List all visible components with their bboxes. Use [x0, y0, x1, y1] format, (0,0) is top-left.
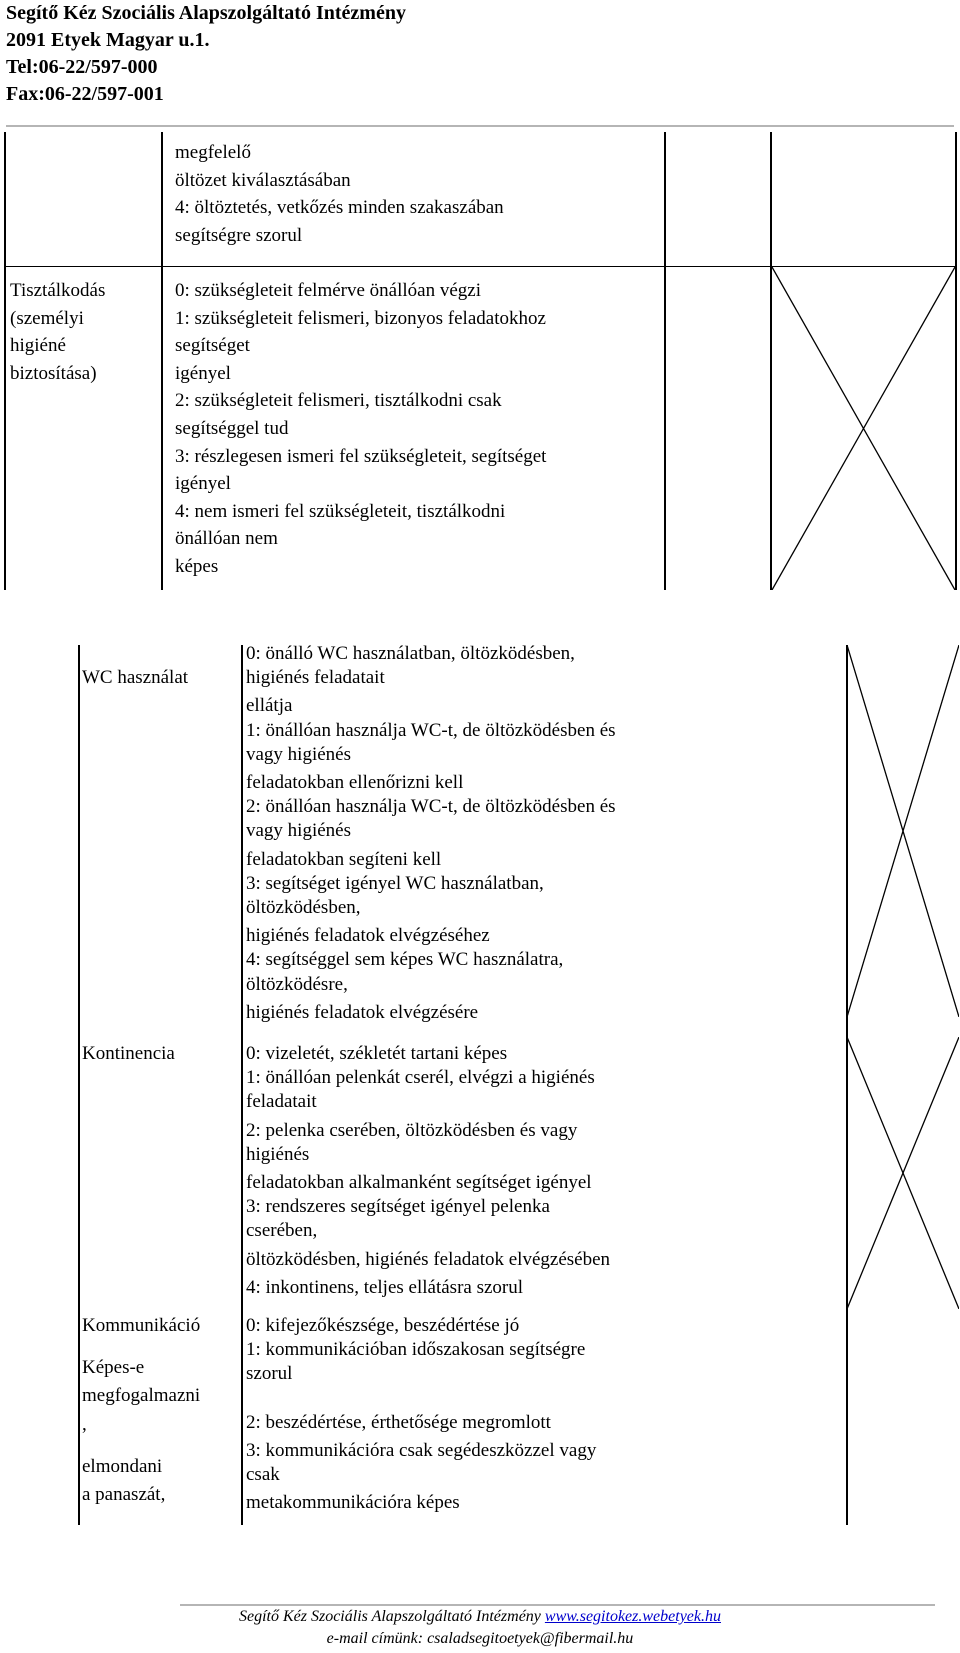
- row-options-tisztalkodas: 0: szükségleteit felmérve önállóan végzi 1: szükségleteit felismeri, bizonyos feladatokhoz segítséget igényel 2: szükségleteit felismeri, tisztálkodni csak segítséggel tud 3: részlegesen ismeri fel szükségleteit, segítséget igényel 4: nem ismeri fel szükségleteit, tisztálkodni önállóan nem képes: [175, 280, 547, 577]
- table-border: [664, 132, 666, 590]
- crossed-out-cell: [847, 645, 959, 1017]
- org-fax: Fax:06-22/597-001: [6, 83, 164, 105]
- row-label-kommunikacio: Kommunikáció Képes-e megfogalmazni , elmondani a panaszát,: [82, 1315, 201, 1506]
- table-border: [4, 132, 6, 590]
- row-label-wc: WC használat: [82, 667, 189, 688]
- row-options-wc: 0: önálló WC használatban, öltözködésben, higiénés feladatait ellátja 1: önállóan használja WC-t, de öltözködésben és vagy higiénés feladatokban ellenőrizni kell 2: önállóan használja WC-t, de öltözködésben és vagy higiénés feladatokban segíteni kell 3: segítséget igényel WC használatban, öltözködésben, higiénés feladatok elvégzéséhez 4: segítséggel sem képes WC használatra, öltözködésre, higiénés feladatok elvégzésére: [246, 643, 616, 1023]
- row-label-tisztalkodas: Tisztálkodás (személyi higiéné biztosítása): [10, 280, 106, 384]
- row-options-kontinencia: 0: vizeletét, székletét tartani képes 1: önállóan pelenkát cserél, elvégzi a higiénés feladatait 2: pelenka cserében, öltözködésben és vagy higiénés feladatokban alkalmanként segítséget igényel 3: rendszeres segítséget igényel pelenka cserében, öltözködésben, higiénés feladatok elvégzésében 4: inkontinens, teljes ellátásra szorul: [246, 1043, 611, 1298]
- table-border: [241, 645, 243, 1525]
- footer-org: Segítő Kéz Szociális Alapszolgáltató Intézmény: [238, 1608, 541, 1625]
- row-label-kontinencia: Kontinencia: [82, 1043, 175, 1064]
- footer-website-link[interactable]: www.segitokez.webetyek.hu: [544, 1608, 721, 1625]
- row-options-kommunikacio: 0: kifejezőkészsége, beszédértése jó 1: kommunikációban időszakosan segítségre szorul 2: beszédértése, érthetősége megromlott 3: kommunikációra csak segédeszközzel vagy csak metakommunikációra képes: [246, 1315, 597, 1514]
- crossed-out-cell: [772, 267, 955, 590]
- continued-cell: megfelelő öltözet kiválasztásában 4: öltöztetés, vetkőzés minden szakaszában segítségre szorul: [175, 142, 504, 246]
- header-divider: [6, 125, 954, 127]
- org-phone: Tel:06-22/597-000: [6, 56, 158, 78]
- table-border: [78, 645, 80, 1525]
- table-border: [955, 132, 957, 590]
- table-border: [161, 132, 163, 590]
- org-address: 2091 Etyek Magyar u.1.: [6, 29, 210, 51]
- footer-email: e-mail címünk: csaladsegitoetyek@fibermail.hu: [326, 1630, 634, 1647]
- footer-line-1: [0, 1606, 960, 1628]
- letterhead: [6, 0, 406, 108]
- org-name: Segítő Kéz Szociális Alapszolgáltató Intézmény: [6, 2, 406, 24]
- crossed-out-cell: [847, 1037, 959, 1309]
